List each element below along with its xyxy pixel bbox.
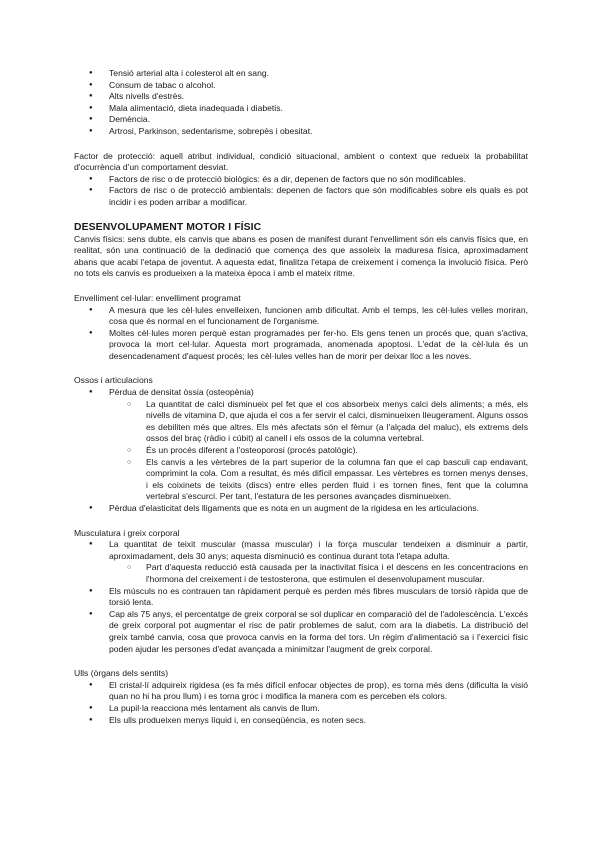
list-item: ● Els músculs no es contrauen tan ràpidament perquè es perden més fibres musculars de torsió ràpida que de torsió lenta. (74, 586, 528, 609)
list-item: ● Mala alimentació, dieta inadequada i diabetis. (74, 103, 528, 115)
protection-factor-definition: Factor de protecció: aquell atribut individual, condició situacional, ambient o context que redueix la probabilitat d'ocurrència d'un comportament desviat. (74, 150, 528, 173)
list-item: ● La quantitat de teixit muscular (massa muscular) i la força muscular tendeixen a disminuir a partir, aproximadament, dels 30 anys; aquesta disminució es continua durant tota l'etapa adulta. (74, 539, 528, 562)
muscle-list-continued (74, 586, 528, 656)
muscle-sublist (74, 562, 528, 585)
list-item: ● Factors de risc o de protecció ambientals: depenen de factors que són modificables sobre els quals es pot incidir i es poden arribar a modificar. (74, 185, 528, 208)
list-item: ● Factors de risc o de protecció biològics: és a dir, depenen de factors que no són modificables. (74, 174, 528, 186)
muscle-list (74, 539, 528, 562)
list-item: ● El cristal·lí adquireix rigidesa (es fa més difícil enfocar objectes de prop), es torna més dens (dificulta la visió quan no hi ha prou llum) i es torna groc i modifica la manera com es perceben els colors. (74, 680, 528, 703)
list-item: ● Tensió arterial alta i colesterol alt en sang. (74, 68, 528, 80)
list-item: ● Moltes cèl·lules moren perquè estan programades per fer-ho. Els gens tenen un procés que, quan s'activa, provoca la mort cel·lular. Aquesta mort programada, anomenada apoptosi. L'edat de la cèl·lula és un desencadenament d'aquest procés; les cèl·lules velles han de morir per deixar lloc a les noves. (74, 328, 528, 363)
bones-list-continued (74, 503, 528, 515)
bones-sublist (74, 399, 528, 503)
subsection-title-bones: Ossos i articulacions (74, 375, 153, 386)
list-item: ● La pupil·la reacciona més lentament als canvis de llum. (74, 703, 528, 715)
aging-list (74, 305, 528, 363)
section-heading: DESENVOLUPAMENT MOTOR I FÍSIC (74, 221, 262, 233)
subsection-title-muscle: Musculatura i greix corporal (74, 527, 180, 538)
list-item: ● A mesura que les cèl·lules envelleixen, funcionen amb dificultat. Amb el temps, les cèl·lules velles moriran, cosa que és normal en el funcionament de l'organisme. (74, 305, 528, 328)
list-item: ● Demència. (74, 114, 528, 126)
eyes-list (74, 680, 528, 726)
sublist-item: ○ Els canvis a les vèrtebres de la part superior de la columna fan que el cap basculi cap endavant, comprimint la cola. Com a resultat, és més difícil empassar. Les vèrtebres es tornen menys denses, i els coixinets de teixits (discs) entre elles perden fluid i es tornen fines, fent que la columna vertebral s'escurci. Per tant, l'estatura de les persones avançades disminueixen. (74, 457, 528, 503)
risk-factors-list (74, 68, 528, 138)
sublist-item: ○ Part d'aquesta reducció està causada per la inactivitat física i el descens en les concentracions en l'hormona del creixement i de testosterona, que estimulen el desenvolupament muscular. (74, 562, 528, 585)
subsection-title-eyes: Ulls (òrgans dels sentits) (74, 668, 169, 679)
intro-paragraph: Canvis físics: sens dubte, els canvis que abans es posen de manifest durant l'envelliment són els canvis físics que, en realitat, són una continuació de la dedinació que comença des que assoleix la maduresa física, aproximadament abans que acabi l'etapa de joventut. A aquesta edat, finalitza l'etapa de creixement i comença la involució física. Però no tots els canvis es produeixen a la mateixa època i amb el mateix ritme. (74, 233, 528, 279)
subsection-title-aging: Envelliment cel·lular: envelliment programat (74, 292, 241, 303)
list-item: ● Alts nivells d'estrès. (74, 91, 528, 103)
sublist-item: ○ És un procés diferent a l'osteoporosi (procés patològic). (74, 445, 528, 457)
bones-list (74, 387, 528, 399)
list-item: ● Cap als 75 anys, el percentatge de greix corporal se sol duplicar en comparació del de l'adolescència. L'excés de greix corporal pot augmentar el risc de patir problemes de salut, com ara la diabetis. La distribució del greix també canvia, cosa que provoca canvis en la forma del tors. Un règim d'alimentació sa i l'exercici físic poden ajudar les persones d'edat avançada a minimitzar l'augment de greix corporal. (74, 609, 528, 655)
list-item-text: Pèrdua de densitat òssia (osteopènia) (109, 387, 254, 398)
list-item: ● Artrosi, Parkinson, sedentarisme, sobrepès i obesitat. (74, 126, 528, 138)
sublist-item: ○ La quantitat de calci disminueix pel fet que el cos absorbeix menys calci dels aliments; a més, els nivells de vitamina D, que ajuda el cos a fer servir el calci, disminueixen lleugerament. Alguns ossos es debiliten més que altres. Els més afectats són el fèmur (a l'alçada del maluc), els extrems dels ossos del braç (ràdio i cúbit) al canell i els ossos de la columna vertebral. (74, 399, 528, 445)
list-item: ● Pèrdua d'elasticitat dels lligaments que es nota en un augment de la rigidesa en les articulacions. (74, 503, 528, 515)
factor-types-list (74, 174, 528, 209)
list-item (74, 387, 528, 399)
list-item: ● Els ulls produeixen menys líquid i, en conseqüència, es noten secs. (74, 715, 528, 727)
list-item: ● Consum de tabac o alcohol. (74, 80, 528, 92)
